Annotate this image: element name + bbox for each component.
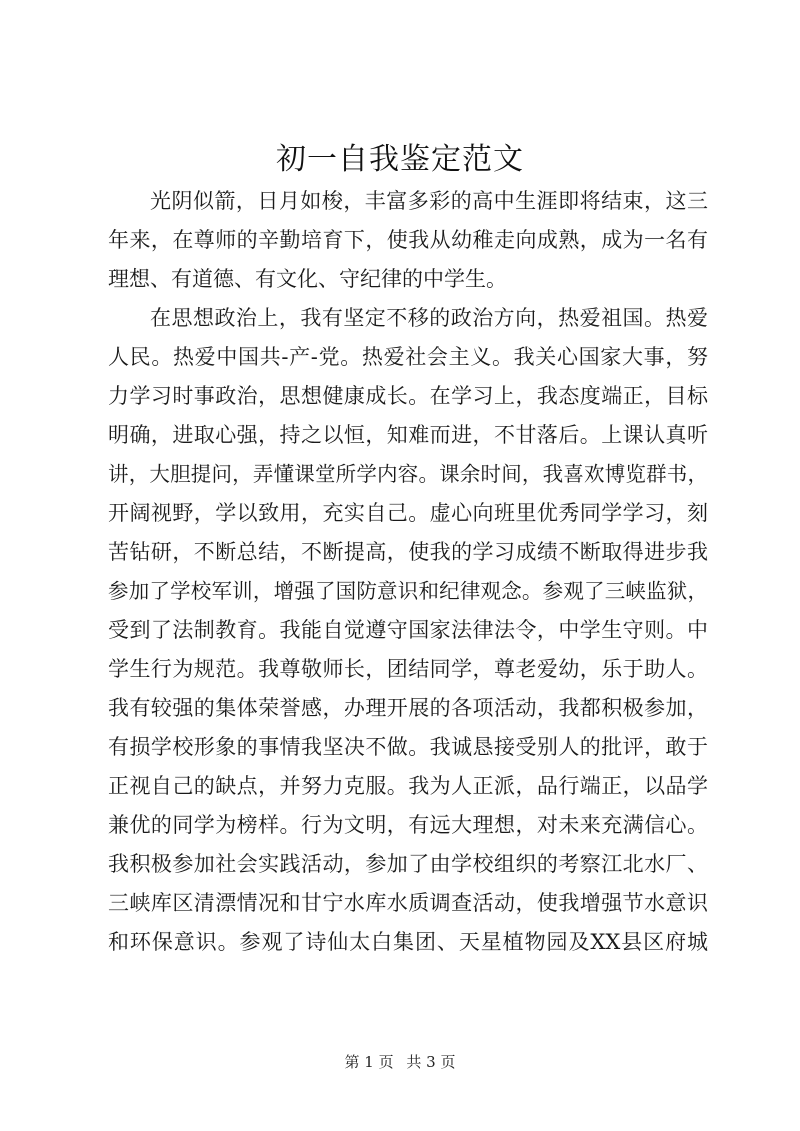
- paragraph-1-line-2: 年来，在尊师的辛勤培育下，使我从幼稚走向成熟，成为一名有: [108, 228, 708, 252]
- paragraph-2-line-13: 正视自己的缺点，并努力克服。我为人正派，品行端正，以品学: [108, 774, 708, 798]
- document-body: [108, 182, 708, 962]
- page-footer: [0, 1052, 800, 1072]
- paragraph-2-line-16: 三峡库区清漂情况和甘宁水库水质调查活动，使我增强节水意识: [108, 891, 708, 915]
- paragraph-2-line-3: 力学习时事政治，思想健康成长。在学习上，我态度端正，目标: [108, 384, 708, 408]
- paragraph-2-line-4: 明确，进取心强，持之以恒，知难而进，不甘落后。上课认真听: [108, 423, 708, 447]
- paragraph-2-line-15: 我积极参加社会实践活动，参加了由学校组织的考察江北水厂、: [108, 852, 708, 876]
- document-title: 初一自我鉴定范文: [276, 142, 524, 177]
- paragraph-2-line-6: 开阔视野，学以致用，充实自己。虚心向班里优秀同学学习，刻: [108, 501, 708, 525]
- paragraph-2-line-9: 受到了法制教育。我能自觉遵守国家法律法令，中学生守则。中: [108, 618, 708, 642]
- paragraph-1-line-3: 理想、有道德、有文化、守纪律的中学生。: [108, 267, 507, 291]
- paragraph-2-line-7: 苦钻研，不断总结，不断提高，使我的学习成绩不断取得进步我: [108, 540, 708, 564]
- page-total: 共 3 页: [406, 1053, 456, 1071]
- paragraph-2-line-10: 学生行为规范。我尊敬师长，团结同学，尊老爱幼，乐于助人。: [108, 657, 708, 681]
- paragraph-1-line-1: 光阴似箭，日月如梭，丰富多彩的高中生涯即将结束，这三: [150, 189, 708, 213]
- paragraph-2-line-1: 在思想政治上，我有坚定不移的政治方向，热爱祖国。热爱: [150, 306, 708, 330]
- paragraph-2-line-11: 我有较强的集体荣誉感，办理开展的各项活动，我都积极参加，: [108, 696, 708, 720]
- paragraph-2-line-17: 和环保意识。参观了诗仙太白集团、天星植物园及XX县区府城: [108, 930, 708, 954]
- paragraph-2-line-2: 人民。热爱中国共-产-党。热爱社会主义。我关心国家大事，努: [108, 345, 708, 369]
- page-number: 第 1 页: [344, 1053, 394, 1071]
- paragraph-2-line-5: 讲，大胆提问，弄懂课堂所学内容。课余时间，我喜欢博览群书，: [108, 462, 708, 486]
- paragraph-2-line-14: 兼优的同学为榜样。行为文明，有远大理想，对未来充满信心。: [108, 813, 708, 837]
- paragraph-2-line-12: 有损学校形象的事情我坚决不做。我诚恳接受别人的批评，敢于: [108, 735, 708, 759]
- paragraph-2-line-8: 参加了学校军训，增强了国防意识和纪律观念。参观了三峡监狱，: [108, 579, 708, 603]
